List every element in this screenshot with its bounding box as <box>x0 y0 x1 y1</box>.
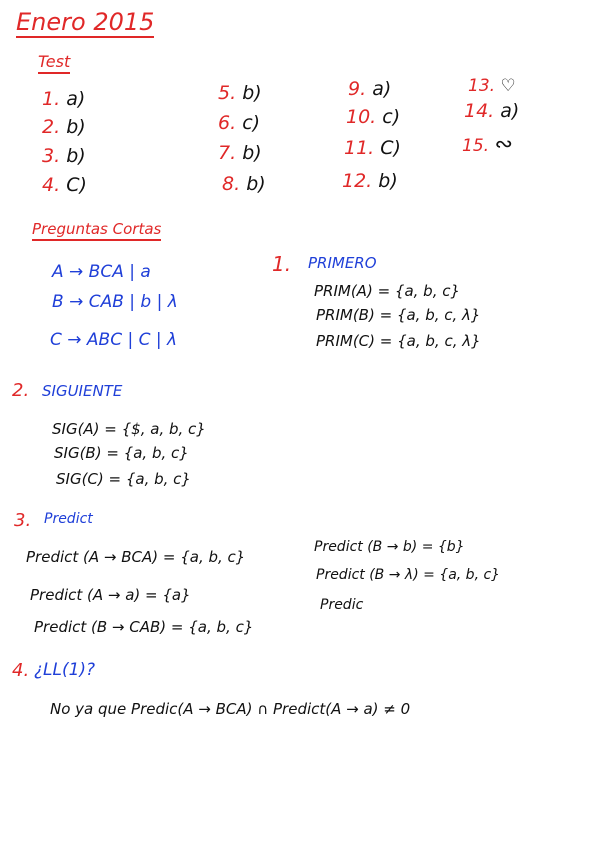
test-item-answer: a) <box>500 100 520 122</box>
page-title: Enero 2015 <box>16 8 155 36</box>
test-item-number: 3. <box>42 145 61 167</box>
test-item <box>42 147 86 166</box>
test-item-number: 10. <box>346 106 377 128</box>
test-item-answer: C) <box>380 137 401 159</box>
test-item-number: 12. <box>342 170 373 192</box>
test-item-answer: a) <box>372 78 392 100</box>
q2-line: SIG(B) = {a, b, c} <box>54 444 189 462</box>
test-item-number: 11. <box>344 137 375 159</box>
q3-heading: Predict <box>44 511 93 527</box>
q1-heading: PRIMERO <box>308 254 377 272</box>
test-item-number: 15. <box>462 136 490 156</box>
test-item <box>348 80 391 99</box>
q3-left-line: Predict (A → BCA) = {a, b, c} <box>26 548 246 566</box>
q2-line: SIG(C) = {a, b, c} <box>56 470 191 488</box>
test-item <box>462 134 513 156</box>
q3-left-line: Predict (A → a) = {a} <box>30 586 191 604</box>
q1-number: 1. <box>272 252 292 276</box>
test-item-number: 7. <box>218 142 237 164</box>
test-item <box>464 102 519 121</box>
test-item <box>42 176 87 195</box>
test-item <box>218 144 262 163</box>
test-heading: Test <box>38 54 70 74</box>
test-item-answer: b) <box>378 170 398 192</box>
test-item-number: 1. <box>42 88 61 110</box>
q1-line: PRIM(A) = {a, b, c} <box>314 282 461 300</box>
q3-number: 3. <box>14 510 32 531</box>
q3-right-line: Predict (B → b) = {b} <box>314 539 465 555</box>
test-item-answer: a) <box>66 88 86 110</box>
q2-number: 2. <box>12 380 30 401</box>
test-item-answer: c) <box>242 112 261 134</box>
short-questions-heading: Preguntas Cortas <box>32 222 161 241</box>
grammar-rule: C → ABC | C | λ <box>50 330 178 350</box>
test-item <box>218 84 262 103</box>
test-item-answer: b) <box>242 82 262 104</box>
test-item-answer: c) <box>382 106 401 128</box>
q4-number: 4. <box>12 660 30 681</box>
test-item <box>42 90 85 109</box>
test-item-answer: C) <box>66 174 87 196</box>
test-item-answer: b) <box>66 116 86 138</box>
test-item <box>344 139 401 158</box>
q1-line: PRIM(C) = {a, b, c, λ} <box>316 332 481 350</box>
grammar-rule: A → BCA | a <box>52 262 151 282</box>
test-item-answer: b) <box>66 145 86 167</box>
q3-left-line: Predict (B → CAB) = {a, b, c} <box>34 618 254 636</box>
q3-right-line: Predic <box>320 597 364 613</box>
q4-heading: ¿LL(1)? <box>34 660 96 680</box>
test-item-number: 5. <box>218 82 237 104</box>
test-item-number: 2. <box>42 116 61 138</box>
test-item-number: 4. <box>42 174 61 196</box>
test-item-number: 6. <box>218 112 237 134</box>
q4-answer: No ya que Predic(A → BCA) ∩ Predict(A → a) ≠ 0 <box>50 700 411 718</box>
test-item-answer: b) <box>242 142 262 164</box>
q3-right-line: Predict (B → λ) = {a, b, c} <box>316 567 501 583</box>
test-item-answer: b) <box>246 173 266 195</box>
test-item-number: 9. <box>348 78 367 100</box>
heart-icon: ♡ <box>500 76 516 96</box>
squiggle-icon: ∾ <box>494 132 513 157</box>
test-item-number: 14. <box>464 100 495 122</box>
grammar-rule: B → CAB | b | λ <box>52 292 178 312</box>
q2-line: SIG(A) = {$, a, b, c} <box>52 420 206 438</box>
test-item <box>342 172 398 191</box>
test-item <box>218 114 260 133</box>
q1-line: PRIM(B) = {a, b, c, λ} <box>316 306 481 324</box>
q2-heading: SIGUIENTE <box>42 382 123 400</box>
test-item <box>346 108 400 127</box>
test-item-number: 13. <box>468 76 496 96</box>
test-item <box>468 78 516 95</box>
test-item <box>42 118 86 137</box>
test-item-number: 8. <box>222 173 241 195</box>
test-item <box>222 175 266 194</box>
